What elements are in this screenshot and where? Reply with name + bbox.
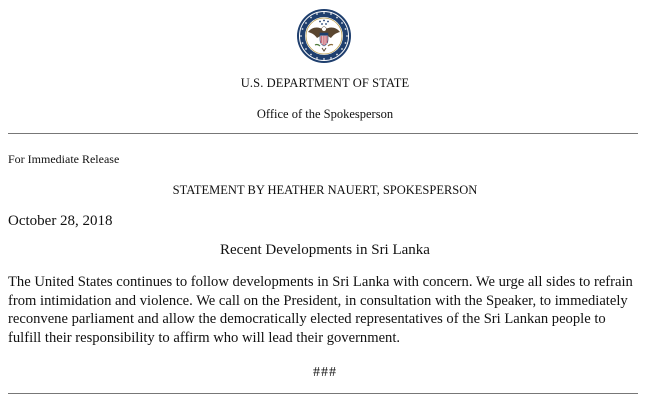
header-divider (8, 133, 638, 134)
office-name: Office of the Spokesperson (256, 107, 394, 121)
release-date: October 28, 2018 (8, 213, 113, 229)
end-mark: ### (313, 365, 337, 380)
department-name: U.S. DEPARTMENT OF STATE (240, 76, 410, 90)
statement-title: Recent Developments in Sri Lanka (220, 242, 430, 258)
department-of-state-seal-icon (296, 8, 352, 64)
release-label: For Immediate Release (8, 152, 120, 166)
footer-divider (8, 393, 638, 394)
statement-body: The United States continues to follow developments in Sri Lanka with concern. We urge all sides to refrain from intimidation and violence. We call on the President, in consultation with the Speaker, to immediately reconvene parliament and allow the democratically elected representatives of the Sri Lankan people to fulfill their responsibility to affirm who will lead their government. (8, 274, 633, 346)
statement-byline: STATEMENT BY HEATHER NAUERT, SPOKESPERSON (172, 183, 478, 197)
